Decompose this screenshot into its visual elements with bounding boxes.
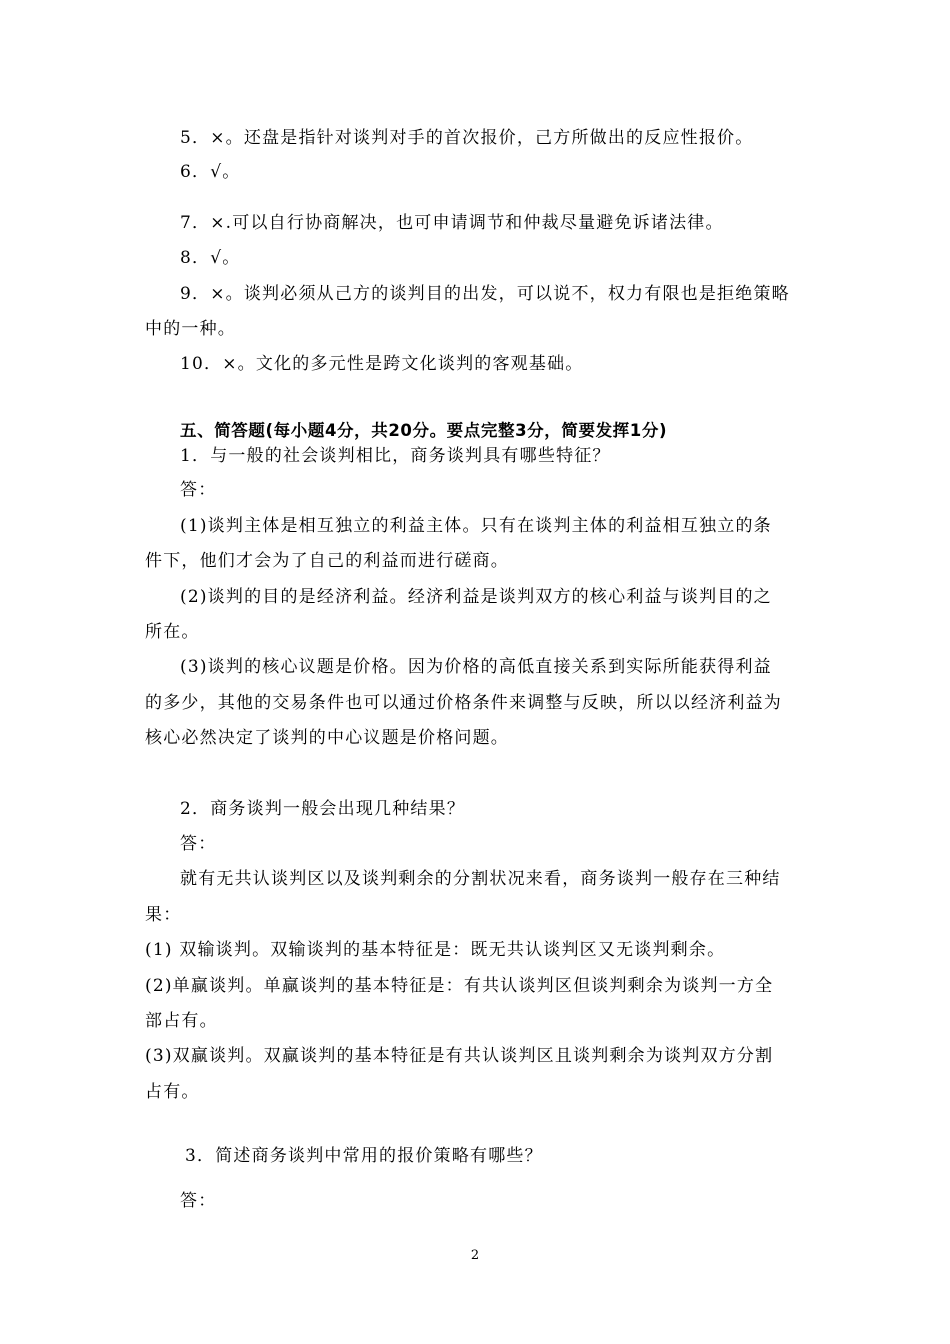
answer-9-line-2: 中的一种。: [145, 319, 236, 339]
question-1: 1．与一般的社会谈判相比，商务谈判具有哪些特征？: [180, 446, 611, 466]
q2-intro-line-2: 果：: [145, 905, 182, 925]
q2-intro-line-1: 就有无共认谈判区以及谈判剩余的分割状况来看，商务谈判一般存在三种结: [180, 869, 781, 889]
q1-point-1-line-1: (1)谈判主体是相互独立的利益主体。只有在谈判主体的利益相互独立的条: [180, 516, 772, 536]
q2-result-3-line-2: 占有。: [145, 1082, 200, 1102]
q1-point-3-line-3: 核心必然决定了谈判的中心议题是价格问题。: [145, 728, 509, 748]
q1-point-3-line-2: 的多少，其他的交易条件也可以通过价格条件来调整与反映，所以以经济利益为: [145, 693, 782, 713]
answer-7: 7．×.可以自行协商解决，也可申请调节和仲裁尽量避免诉诸法律。: [180, 213, 724, 233]
q1-point-3-line-1: (3)谈判的核心议题是价格。因为价格的高低直接关系到实际所能获得利益: [180, 657, 772, 677]
q2-result-3-line-1: (3)双赢谈判。双赢谈判的基本特征是有共认谈判区且谈判剩余为谈判双方分割: [145, 1046, 774, 1066]
q1-point-1-line-2: 件下，他们才会为了自己的利益而进行磋商。: [145, 551, 509, 571]
answer-9-line-1: 9．×。谈判必须从己方的谈判目的出发，可以说不，权力有限也是拒绝策略: [180, 284, 790, 304]
answer-10: 10．×。文化的多元性是跨文化谈判的客观基础。: [180, 354, 584, 374]
section-5-heading: 五、简答题(每小题4分，共20分。要点完整3分，简要发挥1分): [180, 421, 668, 440]
q2-result-1: (1) 双输谈判。双输谈判的基本特征是：既无共认谈判区又无谈判剩余。: [145, 940, 726, 960]
q1-point-2-line-2: 所在。: [145, 622, 200, 642]
answer-8: 8．√。: [180, 248, 241, 268]
q2-result-2-line-2: 部占有。: [145, 1011, 218, 1031]
answer-label-1: 答：: [180, 480, 217, 500]
page-number: 2: [470, 1248, 480, 1263]
answer-6: 6．√。: [180, 162, 241, 182]
question-2: 2．商务谈判一般会出现几种结果？: [180, 799, 466, 819]
q1-point-2-line-1: (2)谈判的目的是经济利益。经济利益是谈判双方的核心利益与谈判目的之: [180, 587, 772, 607]
answer-label-3: 答：: [180, 1191, 217, 1211]
question-3: 3．简述商务谈判中常用的报价策略有哪些？: [185, 1146, 543, 1166]
answer-5: 5．×。还盘是指针对谈判对手的首次报价，己方所做出的反应性报价。: [180, 128, 754, 148]
q2-result-2-line-1: (2)单赢谈判。单赢谈判的基本特征是：有共认谈判区但谈判剩余为谈判一方全: [145, 976, 774, 996]
answer-label-2: 答：: [180, 834, 217, 854]
